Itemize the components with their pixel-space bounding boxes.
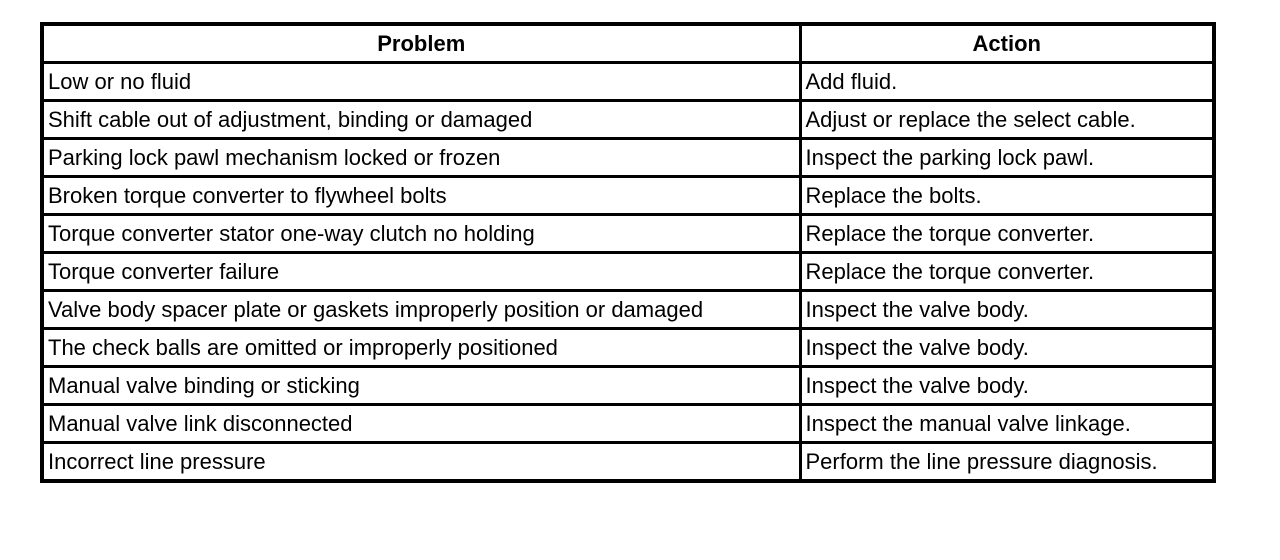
header-problem: Problem [42,24,800,63]
table-row [42,215,1214,253]
action-cell: Adjust or replace the select cable. [800,101,1214,139]
table-header-row [42,24,1214,63]
problem-cell: Torque converter stator one-way clutch no holding [42,215,800,253]
action-cell: Inspect the valve body. [800,329,1214,367]
action-cell: Inspect the manual valve linkage. [800,405,1214,443]
table-row [42,405,1214,443]
problem-cell: Shift cable out of adjustment, binding or damaged [42,101,800,139]
problem-cell: Torque converter failure [42,253,800,291]
problem-cell: Incorrect line pressure [42,443,800,482]
diagnosis-table [40,22,1216,483]
table-row [42,63,1214,101]
table-row [42,291,1214,329]
problem-cell: Valve body spacer plate or gaskets improperly position or damaged [42,291,800,329]
table-row [42,253,1214,291]
problem-cell: Manual valve link disconnected [42,405,800,443]
action-cell: Perform the line pressure diagnosis. [800,443,1214,482]
problem-cell: Parking lock pawl mechanism locked or frozen [42,139,800,177]
action-cell: Inspect the valve body. [800,367,1214,405]
table-row [42,443,1214,482]
problem-cell: Low or no fluid [42,63,800,101]
action-cell: Inspect the valve body. [800,291,1214,329]
action-cell: Inspect the parking lock pawl. [800,139,1214,177]
action-cell: Replace the torque converter. [800,253,1214,291]
problem-cell: The check balls are omitted or improperly positioned [42,329,800,367]
action-cell: Add fluid. [800,63,1214,101]
action-cell: Replace the torque converter. [800,215,1214,253]
table-row [42,367,1214,405]
header-action: Action [800,24,1214,63]
table-row [42,101,1214,139]
problem-cell: Broken torque converter to flywheel bolts [42,177,800,215]
table-row [42,329,1214,367]
table-row [42,139,1214,177]
problem-cell: Manual valve binding or sticking [42,367,800,405]
table-row [42,177,1214,215]
action-cell: Replace the bolts. [800,177,1214,215]
